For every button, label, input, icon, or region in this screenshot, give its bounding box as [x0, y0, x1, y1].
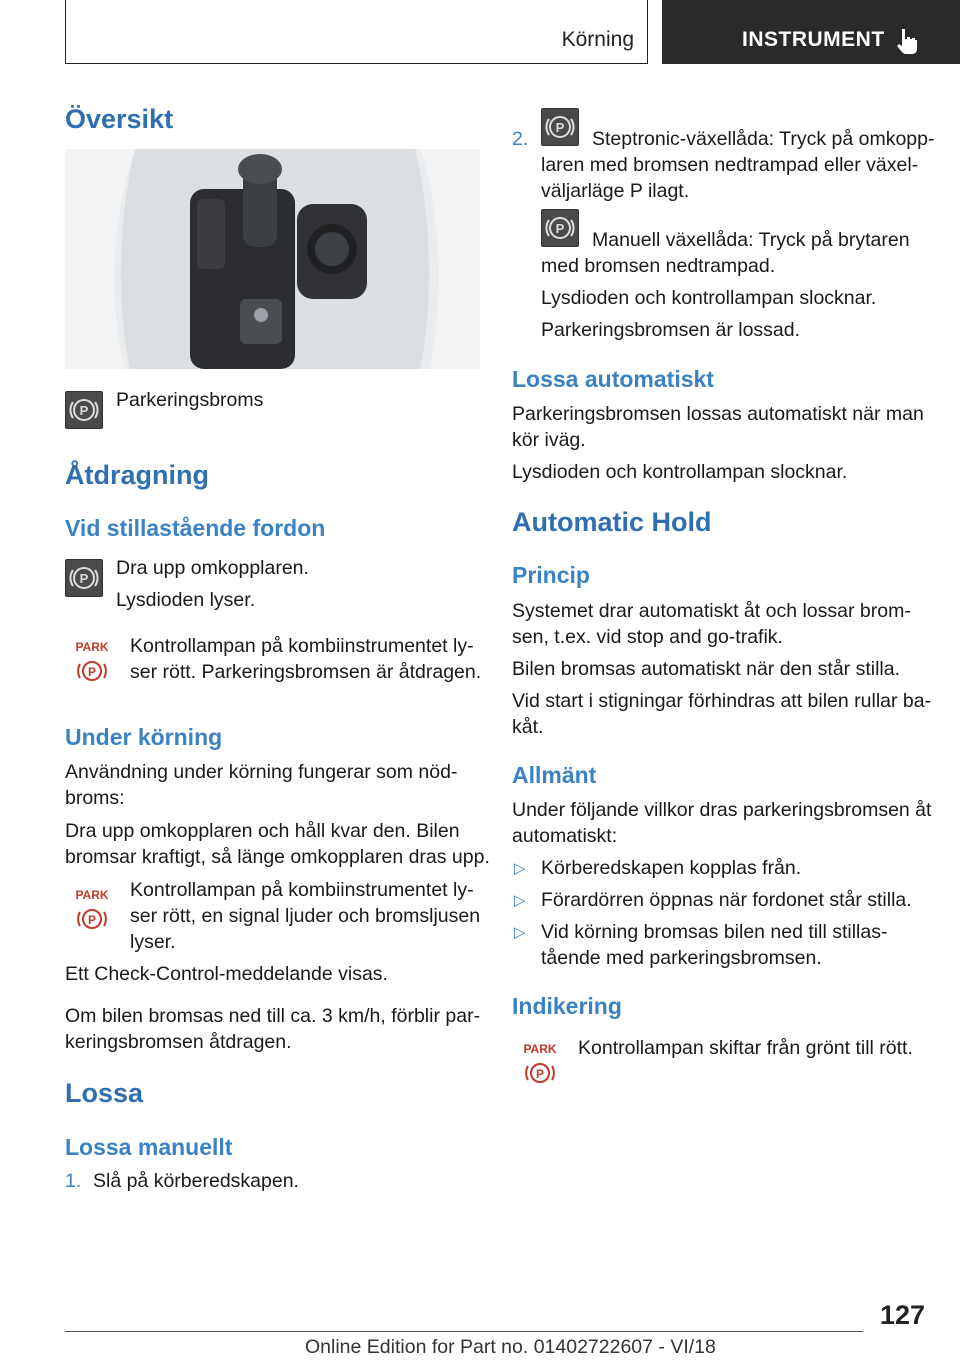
park-note-1-line-1: Kontrollampan på kombiinstrumentet ly‐ — [130, 635, 474, 657]
bullet-marker: ▷ — [514, 892, 526, 909]
om-bilen-line-1: Om bilen bromsas ned till ca. 3 km/h, förblir par‐ — [65, 1005, 481, 1027]
allmant-line-2: automatiskt: — [512, 825, 618, 847]
text-indikering: Kontrollampan skiftar från grönt till rött. — [578, 1037, 913, 1059]
svg-text:PARK: PARK — [75, 888, 109, 902]
heading-under-korning: Under körning — [65, 724, 223, 750]
princip-p3-line-2: kåt. — [512, 716, 544, 738]
step-1-text: Slå på körberedskapen. — [93, 1170, 299, 1192]
step-1-number: 1. — [65, 1170, 82, 1192]
console-illustration — [65, 149, 480, 369]
heading-vid-stillastaende: Vid stillastående fordon — [65, 515, 326, 541]
svg-text:PARK: PARK — [523, 1042, 557, 1056]
header-section-title: Körning — [561, 28, 634, 51]
step-2-number: 2. — [512, 128, 529, 150]
auto-line-2: kör iväg. — [512, 429, 586, 451]
parking-brake-p-icon — [65, 559, 103, 597]
under-p1-line-2: broms: — [65, 787, 125, 809]
header-tab-label: INSTRUMENT — [742, 28, 885, 51]
heading-lossa-automatiskt: Lossa automatiskt — [512, 366, 714, 392]
svg-text:PARK: PARK — [75, 640, 109, 654]
parking-brake-p-icon — [541, 108, 579, 146]
princip-p3-line-1: Vid start i stigningar förhindras att bilen rullar ba‐ — [512, 690, 932, 712]
om-bilen-line-2: keringsbromsen åtdragen. — [65, 1031, 292, 1053]
text-lysdioden-slocknar: Lysdioden och kontrollampan slocknar. — [541, 287, 877, 309]
step-2-line-3: väljarläge P ilagt. — [541, 180, 690, 202]
park-note-2-line-3: lyser. — [130, 931, 176, 953]
heading-princip: Princip — [512, 562, 590, 588]
park-warning-icon — [72, 888, 112, 934]
text-lossad: Parkeringsbromsen är lossad. — [541, 319, 801, 341]
bullet-3-line-1: Vid körning bromsas bilen ned till stillas‐ — [541, 921, 888, 943]
text-lysdioden-lyser: Lysdioden lyser. — [116, 589, 256, 611]
park-note-2-line-1: Kontrollampan på kombiinstrumentet ly‐ — [130, 879, 474, 901]
footer-edition: Online Edition for Part no. 01402722607 - VI/18 — [305, 1336, 716, 1358]
text-check-control: Ett Check-Control-meddelande visas. — [65, 963, 388, 985]
svg-text:P: P — [87, 665, 97, 679]
heading-allmant: Allmänt — [512, 762, 597, 788]
parking-brake-p-icon — [65, 391, 103, 429]
allmant-line-1: Under följande villkor dras parkeringsbromsen åt — [512, 799, 932, 821]
pointing-hand-icon — [893, 26, 921, 54]
svg-text:P: P — [555, 221, 565, 236]
bullet-2-text: Förardörren öppnas när fordonet står stilla. — [541, 889, 912, 911]
text-dra-upp: Dra upp omkopplaren. — [116, 557, 309, 579]
park-note-2-line-2: ser rött, en signal ljuder och bromsljusen — [130, 905, 481, 927]
park-warning-icon — [72, 640, 112, 686]
heading-lossa: Lossa — [65, 1078, 144, 1108]
auto-line-1: Parkeringsbromsen lossas automatiskt när man — [512, 403, 924, 425]
console-photo — [65, 149, 480, 369]
manuell-line-2: med bromsen nedtrampad. — [541, 255, 776, 277]
svg-text:P: P — [87, 913, 97, 927]
park-warning-icon — [520, 1042, 560, 1088]
bullet-3-line-2: tående med parkeringsbromsen. — [541, 947, 822, 969]
under-p2-line-1: Dra upp omkopplaren och håll kvar den. Bilen — [65, 820, 460, 842]
heading-indikering: Indikering — [512, 993, 622, 1019]
step-2-line-2: laren med bromsen nedtrampad eller växel‐ — [541, 154, 919, 176]
bullet-marker: ▷ — [514, 860, 526, 877]
princip-line-2: sen, t.ex. vid stop and go-trafik. — [512, 626, 783, 648]
heading-oversikt: Översikt — [65, 104, 174, 134]
heading-automatic-hold: Automatic Hold — [512, 507, 712, 537]
svg-text:P: P — [555, 120, 565, 135]
parking-brake-p-icon — [541, 209, 579, 247]
text-auto-slocknar: Lysdioden och kontrollampan slocknar. — [512, 461, 848, 483]
svg-text:P: P — [535, 1067, 545, 1081]
parkbroms-label: Parkeringsbroms — [116, 389, 264, 411]
footer-divider — [65, 1331, 863, 1332]
park-note-1-line-2: ser rött. Parkeringsbromsen är åtdragen. — [130, 661, 482, 683]
page-number: 127 — [880, 1300, 926, 1330]
princip-line-1: Systemet drar automatiskt åt och lossar brom‐ — [512, 600, 911, 622]
under-p1-line-1: Användning under körning fungerar som nöd‐ — [65, 761, 458, 783]
heading-atdragning: Åtdragning — [65, 460, 209, 490]
svg-text:P: P — [79, 571, 89, 586]
step-2-line-1: Steptronic-växellåda: Tryck på omkopp‐ — [592, 128, 935, 150]
header-section-box — [65, 0, 648, 64]
under-p2-line-2: bromsar kraftigt, så länge omkopplaren dras upp. — [65, 846, 490, 868]
manuell-line-1: Manuell växellåda: Tryck på brytaren — [592, 229, 910, 251]
bullet-marker: ▷ — [514, 924, 526, 941]
princip-p2: Bilen bromsas automatiskt när den står stilla. — [512, 658, 901, 680]
svg-text:P: P — [79, 403, 89, 418]
bullet-1-text: Körberedskapen kopplas från. — [541, 857, 802, 879]
heading-lossa-manuellt: Lossa manuellt — [65, 1134, 233, 1160]
